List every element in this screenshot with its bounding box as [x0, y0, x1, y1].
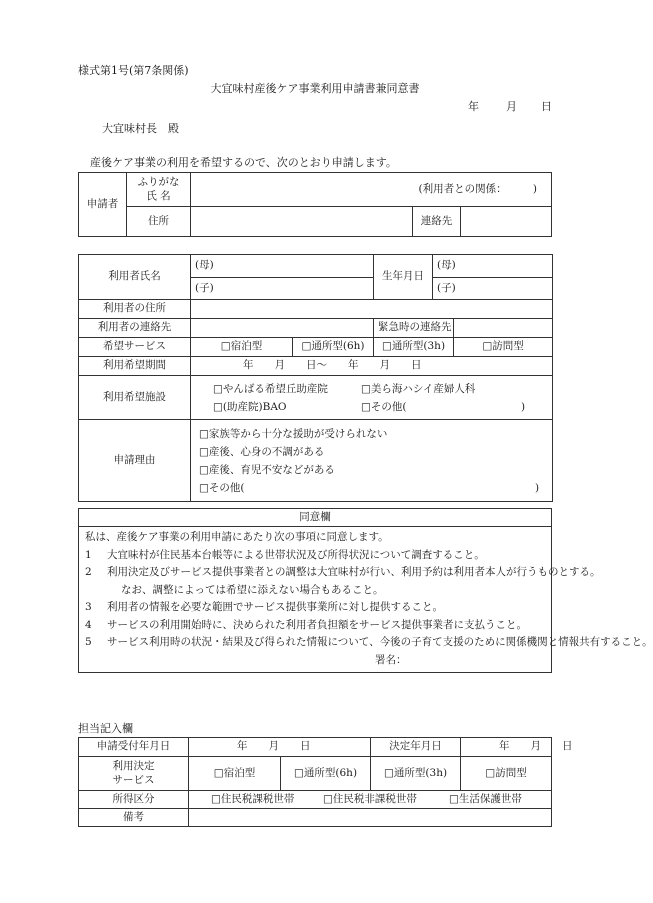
- facility-option-other[interactable]: □その他(: [361, 400, 407, 413]
- service-option-visit[interactable]: □訪問型: [454, 338, 553, 357]
- staff-service-option-stay[interactable]: □宿泊型: [189, 757, 281, 791]
- signature-line[interactable]: [85, 652, 547, 670]
- period-field[interactable]: 年 月 日～ 年 月 日: [191, 357, 553, 376]
- birthdate-label: 生年月日: [374, 255, 433, 300]
- user-name-mother[interactable]: (母): [191, 255, 374, 278]
- user-contact-field[interactable]: [191, 319, 374, 338]
- received-date-field[interactable]: 年 月 日: [189, 738, 371, 757]
- emergency-contact-field[interactable]: [454, 319, 553, 338]
- decided-date-field[interactable]: 年 月 日: [461, 738, 552, 757]
- applicant-name-field[interactable]: [191, 173, 552, 207]
- document-title: 大宜味村産後ケア事業利用申請書兼同意書: [210, 82, 420, 95]
- addressee: 大宜味村長 殿: [102, 122, 179, 135]
- staff-section-heading: 担当記入欄: [78, 722, 133, 735]
- reason-options: [191, 420, 553, 502]
- consent-item-5: 5 サービス利用時の状況・結果及び得られた情報について、今後の子育て支援のために関係機関と情報共有すること。: [85, 636, 653, 648]
- facility-option-churaumi[interactable]: □美ら海ハシイ産婦人科: [361, 382, 476, 395]
- received-date-label: 申請受付年月日: [79, 738, 189, 757]
- notes-label: 備考: [79, 809, 189, 827]
- applicant-address-field[interactable]: [191, 207, 413, 237]
- consent-item-2: 2 利用決定及びサービス提供事業者との調整は大宜味村が行い、利用予約は利用者本人が行うものとする。: [85, 566, 601, 578]
- applicant-contact-field[interactable]: [461, 207, 552, 237]
- date-month: 月: [506, 100, 517, 113]
- signature-label: 署名：: [375, 653, 407, 666]
- income-option-taxed[interactable]: □住民税課税世帯: [211, 792, 295, 805]
- service-option-stay[interactable]: □宿泊型: [191, 338, 293, 357]
- emergency-contact-label: 緊急時の連絡先: [374, 319, 454, 338]
- birthdate-child[interactable]: (子): [433, 278, 553, 300]
- applicant-table: [78, 172, 552, 237]
- consent-item-3: 3 利用者の情報を必要な範囲でサービス提供事業所に対し提供すること。: [85, 601, 443, 613]
- notes-field[interactable]: [189, 809, 552, 827]
- intro-text: 産後ケア事業の利用を希望するので、次のとおり申請します。: [90, 156, 397, 169]
- user-name-label: 利用者氏名: [79, 255, 191, 300]
- reason-option-health[interactable]: □産後、心身の不調がある: [199, 445, 325, 458]
- consent-heading: 同意欄: [79, 509, 552, 527]
- facility-options: [191, 376, 553, 420]
- user-contact-label: 利用者の連絡先: [79, 319, 191, 338]
- income-option-welfare[interactable]: □生活保護世帯: [449, 792, 522, 805]
- applicant-address-label: 住所: [127, 207, 191, 237]
- reason-label: 申請理由: [79, 420, 191, 502]
- consent-box: [78, 508, 653, 673]
- decided-date-label: 決定年月日: [371, 738, 461, 757]
- reason-other-close: ): [535, 481, 540, 494]
- date-day: 日: [541, 100, 552, 113]
- staff-service-option-daycare-3h[interactable]: □通所型(3h): [371, 757, 461, 791]
- consent-item-4: 4 サービスの利用開始時に、決められた利用者負担額をサービス提供事業者に支払うこと。: [85, 618, 527, 631]
- form-number: 様式第1号(第7条関係): [78, 64, 189, 77]
- period-label: 利用希望期間: [79, 357, 191, 376]
- user-address-field[interactable]: [191, 300, 553, 319]
- income-options: [189, 791, 552, 809]
- date-year: 年: [468, 100, 479, 113]
- facility-label: 利用希望施設: [79, 376, 191, 420]
- user-table: [78, 254, 553, 502]
- staff-table: [78, 737, 573, 827]
- facility-option-bao[interactable]: □(助産院)BAO: [213, 400, 287, 413]
- facility-option-yanbaru[interactable]: □やんばる希望丘助産院: [213, 382, 328, 395]
- decided-service-label: 利用決定 サービス: [79, 757, 189, 791]
- desired-service-label: 希望サービス: [79, 338, 191, 357]
- staff-service-option-visit[interactable]: □訪問型: [461, 757, 552, 791]
- user-address-label: 利用者の住所: [79, 300, 191, 319]
- reason-option-family[interactable]: □家族等から十分な援助が受けられない: [199, 427, 388, 440]
- user-name-child[interactable]: (子): [191, 278, 374, 300]
- relation-text: (利用者との関係： ): [418, 182, 537, 195]
- consent-body: [79, 527, 653, 673]
- consent-item-2-note: なお、調整によっては希望に添えない場合もあること。: [121, 583, 384, 596]
- income-category-label: 所得区分: [79, 791, 189, 809]
- consent-intro: 私は、産後ケア事業の利用申請にあたり次の事項に同意します。: [85, 531, 389, 543]
- income-option-exempt[interactable]: □住民税非課税世帯: [323, 792, 417, 805]
- birthdate-mother[interactable]: (母): [433, 255, 553, 278]
- service-option-daycare-6h[interactable]: □通所型(6h): [293, 338, 374, 357]
- reason-option-anxiety[interactable]: □産後、育児不安などがある: [199, 463, 335, 476]
- facility-other-close: ): [521, 400, 526, 413]
- reason-option-other[interactable]: □その他(: [199, 481, 245, 494]
- service-option-daycare-3h[interactable]: □通所型(3h): [374, 338, 454, 357]
- applicant-contact-label: 連絡先: [413, 207, 461, 237]
- applicant-section-label: 申請者: [79, 173, 127, 237]
- consent-item-1: 1 大宜味村が住民基本台帳等による世帯状況及び所得状況について調査すること。: [85, 548, 485, 561]
- applicant-name-label: ふりがな 氏 名: [127, 173, 191, 207]
- staff-service-option-daycare-6h[interactable]: □通所型(6h): [281, 757, 371, 791]
